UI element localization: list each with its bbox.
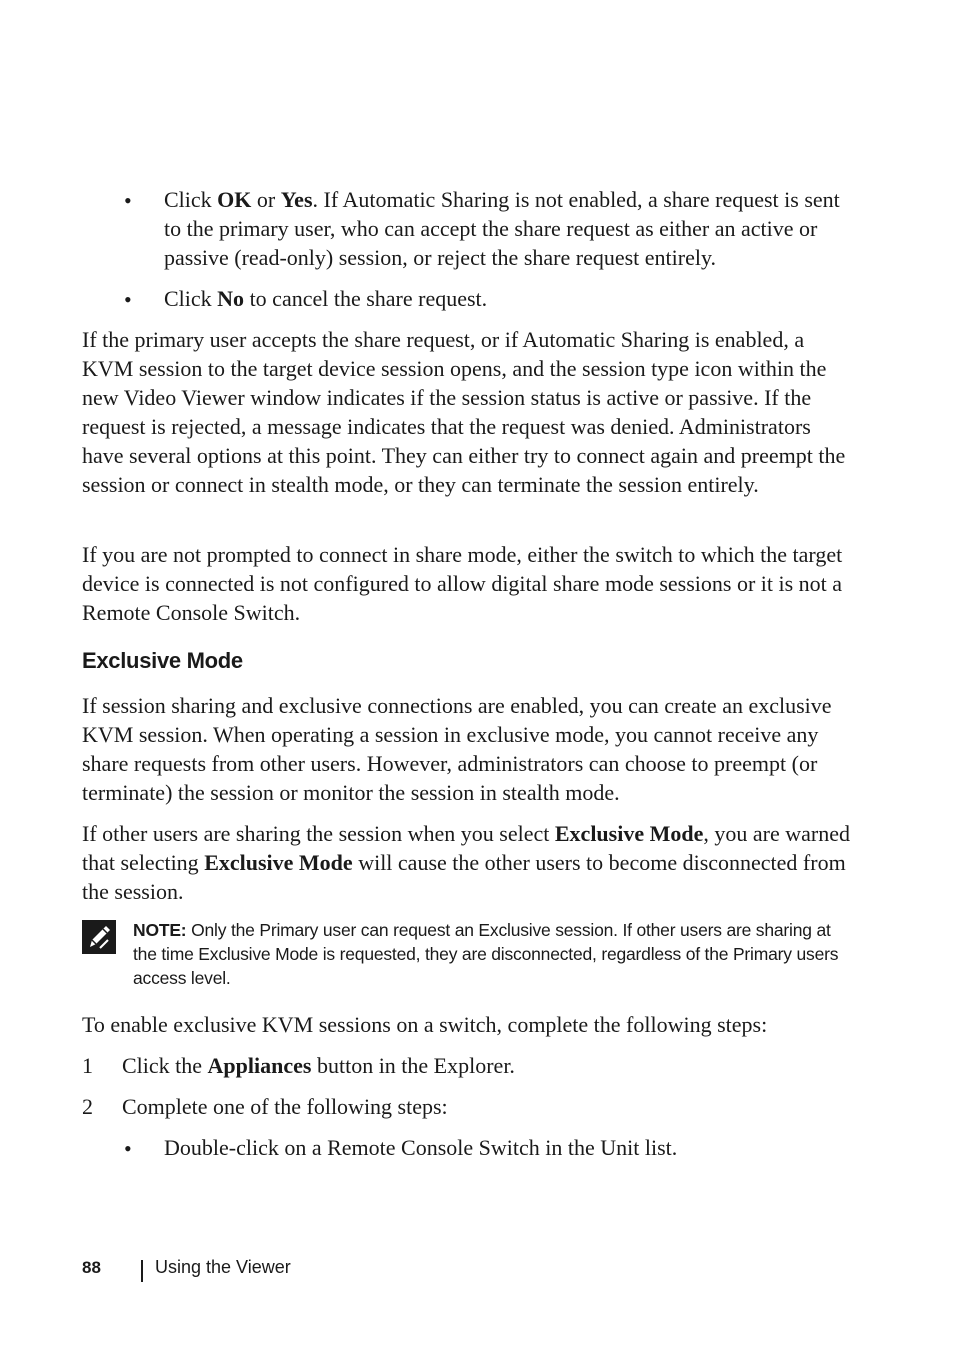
note-text: Only the Primary user can request an Exclusive session. If other users are sharing at the time Exclusive Mode is requested, they are disconnected, regardless of the Primary users access level. xyxy=(133,920,839,988)
appliances-term: Appliances xyxy=(207,1053,312,1078)
pencil-note-icon xyxy=(82,920,116,954)
step-number: 1 xyxy=(82,1053,93,1078)
paragraph-share-accept: If the primary user accepts the share request, or if Automatic Sharing is enabled, a KVM session to the target device session opens, and the session type icon within the new Video Viewer window indicates if the session status is active or passive. If the request is rejected, a message indicates that the request was denied. Administrators have several options at this point. They can either try to connect again and preempt the session or connect in stealth mode, or they can terminate the session entirely. xyxy=(82,327,846,497)
ok-label: OK xyxy=(217,187,252,212)
step-number: 2 xyxy=(82,1094,93,1119)
note-block xyxy=(133,918,845,990)
footer-divider xyxy=(141,1260,143,1282)
exclusive-mode-term: Exclusive Mode xyxy=(554,821,704,846)
section-heading: Exclusive Mode xyxy=(82,648,243,673)
sub-bullet-item: Double-click on a Remote Console Switch in the Unit list. xyxy=(164,1135,678,1160)
bullet-marker: • xyxy=(124,1136,132,1161)
paragraph-share-mode: If you are not prompted to connect in share mode, either the switch to which the target device is connected is not configured to allow digital share mode sessions or it is not a Remote Console Switch. xyxy=(82,542,843,625)
no-label: No xyxy=(217,286,245,311)
step-item: Complete one of the following steps: xyxy=(122,1094,448,1119)
bullet-ok-yes: Click OK or Yes. If Automatic Sharing is not enabled, a share request is sent to the primary user, who can accept the share request as either an active or passive (read-only) session, or reject the share request entirely. xyxy=(164,187,840,270)
exclusive-mode-term: Exclusive Mode xyxy=(204,850,353,875)
bullet-no: Click No to cancel the share request. xyxy=(164,286,488,311)
bullet-marker: • xyxy=(124,287,132,312)
step-item: Click the Appliances button in the Explorer. xyxy=(122,1053,515,1078)
paragraph-exclusive-intro: If session sharing and exclusive connections are enabled, you can create an exclusive KVM session. When operating a session in exclusive mode, you cannot receive any share requests from other users. However, administrators can choose to preempt (or terminate) the session or monitor the session in stealth mode. xyxy=(82,693,832,805)
page-number: 88 xyxy=(82,1258,101,1277)
yes-label: Yes xyxy=(280,187,313,212)
note-label: NOTE: xyxy=(133,920,187,940)
footer-section-title: Using the Viewer xyxy=(155,1257,291,1277)
paragraph-exclusive-warning: If other users are sharing the session when you select Exclusive Mode, you are warned that selecting Exclusive Mode will cause the other users to become disconnected from the session. xyxy=(82,821,850,904)
bullet-marker: • xyxy=(124,188,132,213)
paragraph-steps-intro: To enable exclusive KVM sessions on a switch, complete the following steps: xyxy=(82,1012,768,1037)
